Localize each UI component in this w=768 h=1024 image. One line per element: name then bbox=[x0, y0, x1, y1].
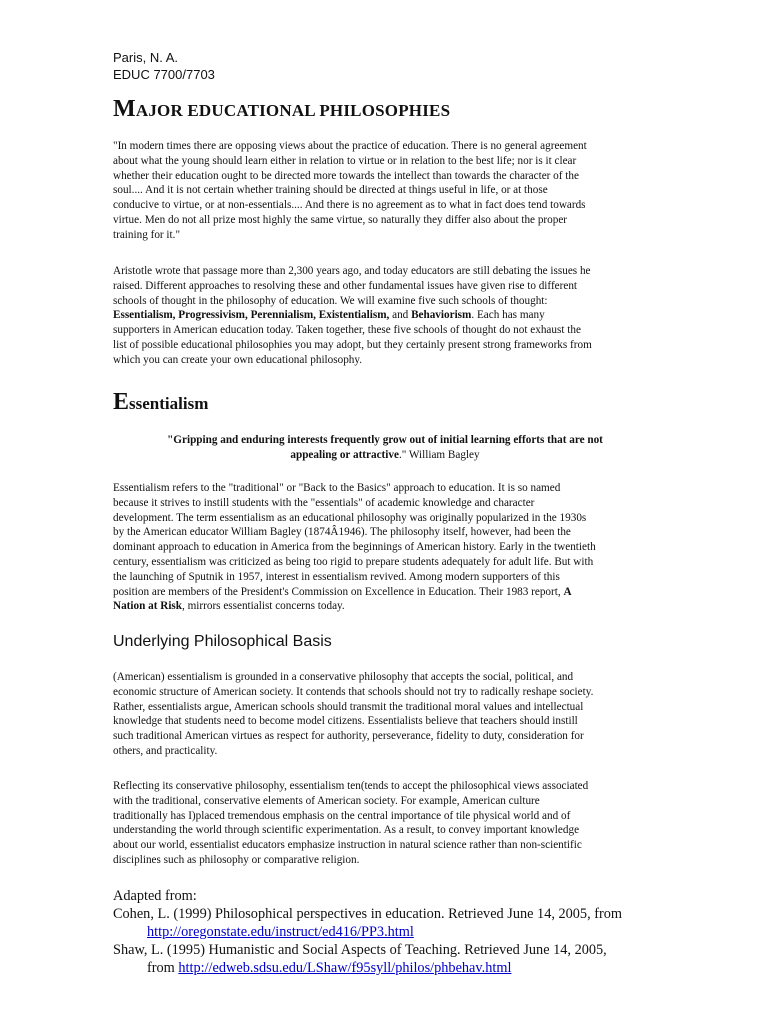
essentialism-line: development. The term essentialism as an educational philosophy was originally popularized in the 1930s bbox=[113, 511, 587, 524]
schools-tail: . Each has many bbox=[471, 309, 545, 322]
sources-block bbox=[113, 887, 673, 977]
essentialism-heading bbox=[113, 389, 208, 416]
shaw-from: from bbox=[147, 960, 175, 976]
line8-text: position are members of the President's Commission on Excellence in Education. Their 1983 report, bbox=[113, 585, 561, 598]
quote-line: soul.... And it is not certain whether training should be directed at things useful in life, or at those bbox=[113, 184, 548, 197]
intro-paragraph bbox=[113, 264, 673, 368]
cohen-citation: Cohen, L. (1999) Philosophical perspectives in education. Retrieved June 14, 2005, from bbox=[113, 906, 623, 922]
line9-text: , mirrors essentialist concerns today. bbox=[182, 600, 345, 613]
quote-line: about what the young should learn either in relation to virtue or in relation to the best life; nor is it clear bbox=[113, 154, 577, 167]
essentialism-line: century, essentialism was criticized as being too rigid to prepare students adequately for adult life. But with bbox=[113, 555, 594, 568]
basis-paragraph-1 bbox=[113, 670, 673, 759]
basis-line: understanding the world through scientific experimentation. As a result, to convey important knowledge bbox=[113, 824, 580, 837]
school-essentialism: Essentialism, bbox=[113, 309, 176, 322]
title-rest: AJOR EDUCATIONAL PHILOSOPHIES bbox=[135, 101, 451, 120]
school-progressivism: Progressivism, bbox=[178, 309, 248, 322]
school-perennialism: Perennialism, bbox=[250, 309, 316, 322]
essentialism-line bbox=[113, 585, 673, 600]
essentialism-line: the launching of Sputnik in 1957, interest in essentialism revived. Among modern supporters of this bbox=[113, 570, 560, 583]
basis-line: traditionally has I)placed tremendous emphasis on the central importance of tile physical world and of bbox=[113, 809, 571, 822]
report-title: Nation at Risk bbox=[113, 600, 182, 613]
basis-line: about our world, essentialist educators emphasize instruction in natural science rather than non-scientific bbox=[113, 839, 582, 852]
epigraph-attribution: ." William Bagley bbox=[398, 448, 480, 461]
basis-line: (American) essentialism is grounded in a conservative philosophy that accepts the social, political, and bbox=[113, 671, 574, 683]
basis-paragraph-2 bbox=[113, 779, 673, 868]
intro-line: Aristotle wrote that passage more than 2,300 years ago, and today educators are still debating the issues he bbox=[113, 265, 591, 277]
quote-line: "In modern times there are opposing views about the practice of education. There is no general agreement bbox=[113, 140, 587, 152]
basis-line: Rather, essentialists argue, American schools should transmit the traditional moral values and intellectual bbox=[113, 700, 584, 713]
basis-heading: Underlying Philosophical Basis bbox=[113, 633, 332, 650]
heading-rest: ssentialism bbox=[129, 394, 209, 413]
aristotle-quote bbox=[113, 139, 673, 243]
basis-line: such traditional American virtues as respect for authority, perseverance, fidelity to duty, consideration for bbox=[113, 730, 584, 743]
essentialism-line: by the American educator William Bagley (1874Â1946). The philosophy itself, however, had been the bbox=[113, 526, 571, 539]
course-line: EDUC 7700/7703 bbox=[113, 67, 215, 82]
cohen-link-line bbox=[113, 923, 673, 941]
quote-line: whether their education ought to be directed more towards the intellect than towards the character of the bbox=[113, 169, 579, 182]
author-line: Paris, N. A. bbox=[113, 50, 179, 65]
basis-line: with the traditional, conservative elements of American society. For example, American culture bbox=[113, 794, 540, 807]
essentialism-paragraph bbox=[113, 481, 673, 614]
conjunction: and bbox=[392, 309, 409, 322]
title-cap: M bbox=[113, 96, 136, 122]
quote-line: conducive to virtue, or at non-essentials.... And there is no agreement as to what in fact does tend towards bbox=[113, 199, 586, 212]
essentialism-line: because it strives to instill students with the "essentials" of academic knowledge and character bbox=[113, 496, 535, 509]
epigraph-line bbox=[113, 448, 657, 463]
shaw-link-line bbox=[113, 959, 673, 977]
intro-schools-line bbox=[113, 308, 673, 323]
basis-line: knowledge that students need to become model citizens. Essentialists believe that teachers should instill bbox=[113, 715, 578, 728]
basis-line: economic structure of American society. It contends that schools should not try to radically reshape society. bbox=[113, 685, 594, 698]
school-behaviorism: Behaviorism bbox=[411, 309, 472, 322]
epigraph-bold: appealing or attractive bbox=[290, 448, 399, 461]
heading-cap: E bbox=[113, 389, 130, 415]
shaw-link[interactable]: http://edweb.sdsu.edu/LShaw/f95syll/philos/phbehav.html bbox=[178, 960, 512, 976]
essentialism-line: Essentialism refers to the "traditional" or "Back to the Basics" approach to education. It is so named bbox=[113, 482, 561, 494]
essentialism-line: dominant approach to education in America from the beginnings of American history. Early in the twentieth bbox=[113, 541, 596, 554]
intro-line: schools of thought in the philosophy of education. We will examine five such schools of thought: bbox=[113, 294, 548, 307]
basis-line: others, and practicality. bbox=[113, 744, 218, 757]
page-title bbox=[113, 96, 450, 123]
intro-line: supporters in American education today. Taken together, these five schools of thought do not exhaust the bbox=[113, 324, 581, 337]
report-title-a: A bbox=[563, 585, 572, 598]
intro-line: list of possible educational philosophies you may adopt, but they certainly present strong frameworks from bbox=[113, 338, 592, 351]
cohen-link[interactable]: http://oregonstate.edu/instruct/ed416/PP3.html bbox=[147, 924, 414, 940]
bagley-epigraph bbox=[113, 433, 657, 463]
epigraph-line: "Gripping and enduring interests frequently grow out of initial learning efforts that are not bbox=[167, 434, 603, 446]
intro-line: which you can create your own educational philosophy. bbox=[113, 353, 363, 366]
shaw-citation: Shaw, L. (1995) Humanistic and Social Aspects of Teaching. Retrieved June 14, 2005, bbox=[113, 942, 607, 958]
essentialism-line bbox=[113, 599, 673, 614]
school-existentialism: Existentialism, bbox=[318, 309, 390, 322]
quote-line: training for it." bbox=[113, 228, 181, 241]
basis-line: Reflecting its conservative philosophy, essentialism ten(tends to accept the philosophical views associated bbox=[113, 780, 589, 792]
basis-line: disciplines such as philosophy or comparative religion. bbox=[113, 853, 360, 866]
sources-label: Adapted from: bbox=[113, 888, 197, 904]
quote-line: virtue. Men do not all prize most highly the same virtue, so naturally they differ also about the proper bbox=[113, 213, 568, 226]
intro-line: raised. Different approaches to resolving these and other fundamental issues have given rise to different bbox=[113, 279, 578, 292]
